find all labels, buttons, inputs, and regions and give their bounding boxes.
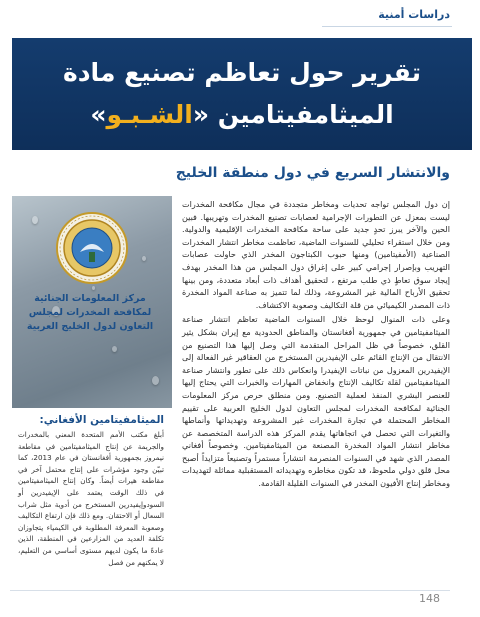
- sidebar-box: [12, 408, 172, 608]
- org-line-2: لمكافحة المخدرات لمجلس: [28, 307, 152, 318]
- body-paragraph-2: وعلى ذات المنوال لوحظ خلال السنوات الماضية تعاظم انتشار صناعة الميثامفيتامين في جمهورية أفغانستان والمناطق الحدودية مع إيران بشكل يثير القلق، خصوصاً في ظل المراحل المتقدمة التي وصل إليها هذا التصنيع من الانتقال من الإنتاج القائم على الإيفيدرين المستخرج من العقاقير غير الفعالة إلى الإيفيدرين المعزول من نباتات الإيفيدرا وانعكاس ذلك على تطور وانتشار صناعة الميثامفيتامين لقلة تكاليف الإنتاج وانخفاض المهارات والخبرات التي يحتاج إليها للعنصر البشري المنفذ لعملية التصنيع. ومن منطلق حرص مركز المعلومات الجنائية لمكافحة المخدرات لمجلس التعاون لدول الخليج العربية على تقييم المخاطر المحتملة في تجارة المخدرات غير المشروعة وتهديداتها وأنماطها والتغيرات التي تحصل في اتجاهاتها يقدم المركز هذه الدراسة المتخصصة عن مخاطر انتشار المواد المخدرة المصنعة من الميثامفيتامين. وخصوصاً أفغاني المصدر الذي شهد في السنوات المنصرمة انتشاراً مستمراً وتصنيعاً متزايداً أصبح محل قلق دولي ملحوظ، قد تكون مخاطره وتهديداته المستقبلية مماثلة لتهديدات ومخاطر إنتاج الأفيون المخدر في السنوات القليلة القادمة.: [182, 314, 450, 489]
- title-line-2-suffix: »: [90, 100, 107, 129]
- sidebar-heading: الميثامفيتامين الأفغاني:: [39, 414, 164, 426]
- title-line-2: [90, 94, 393, 136]
- section-label: دراسات أمنية: [378, 8, 450, 21]
- gcc-seal-icon: [56, 212, 128, 284]
- page-number: 148: [419, 592, 440, 605]
- org-line-3: التعاون لدول الخليج العربية: [26, 321, 154, 332]
- org-line-1: مركز المعلومات الجنائية: [34, 293, 146, 304]
- article-body: [182, 198, 450, 492]
- sidebar-text: أبلغ مكتب الأمم المتحدة المعني بالمخدرات والجريمة عن إنتاج الميثامفيتامين في مقاطعة نيمروز بجمهورية أفغانستان في عام 2013، كما تبيّن وجود مؤشرات على إنتاج محتمل آخر في مقاطعة هيرات أيضاً. وكان إنتاج الميثامفيتامين في ذلك الوقت يعتمد على الإيفيدرين أو السودوإيفيدرين المستخرج من أدوية مثل شراب السعال أو الاحتقان. ومع ذلك فإن ارتفاع التكاليف وصعوبة المعرفة المطلوبة في الكيمياء يتجاوزان تكلفة العديد من المزارعين في المنطقة، الذين عادةً ما يكون لديهم مستوى أساسي من التعليم، لا يمكنهم من فصل: [18, 430, 165, 567]
- section-divider: [322, 26, 452, 27]
- title-line-2-prefix: الميثامفيتامين «: [192, 100, 394, 129]
- title-accent-word: الشـبـو: [106, 100, 193, 129]
- title-line-1: تقرير حول تعاظم تصنيع مادة: [62, 58, 422, 87]
- organization-name: [18, 292, 162, 334]
- article-subtitle: والانتشار السريع في دول منطقة الخليج: [175, 165, 450, 181]
- body-paragraph-1: إن دول المجلس تواجه تحديات ومخاطر متجددة في مجال مكافحة المخدرات ليست بمعزل عن التطورات الإجرامية لعصابات تصنيع المخدرات وتهريبها. فبين الحين والآخر يبرز تحدٍ جديد على ساحة مكافحة المخدرات الإقليمية والدولية. ومن خلال استقراء تحليلي للسنوات الماضية، تعاظمت مخاطر انتشار المخدرات الصناعية (الأمفيتامين) ومنها حبوب الكبتاجون المخدر الذي حاولت عصابات التهريب وبإصرار إجرامي كبير على إغراق دول المجلس من هذا المخدر بهدف إيجاد سوق تعاطٍ ذي طلب مرتفع ، لتحقيق أهداف ذات أبعاد متعددة، ومن بينها تحقيق الأرباح المالية غير المشروعة، وذلك لما تتميز به صناعة المواد المخدرة ذات المصدر الكيميائي من قلة التكاليف وصعوبة الاكتشاف.: [182, 199, 450, 310]
- title-banner: [12, 38, 472, 150]
- footer-divider: [10, 590, 450, 591]
